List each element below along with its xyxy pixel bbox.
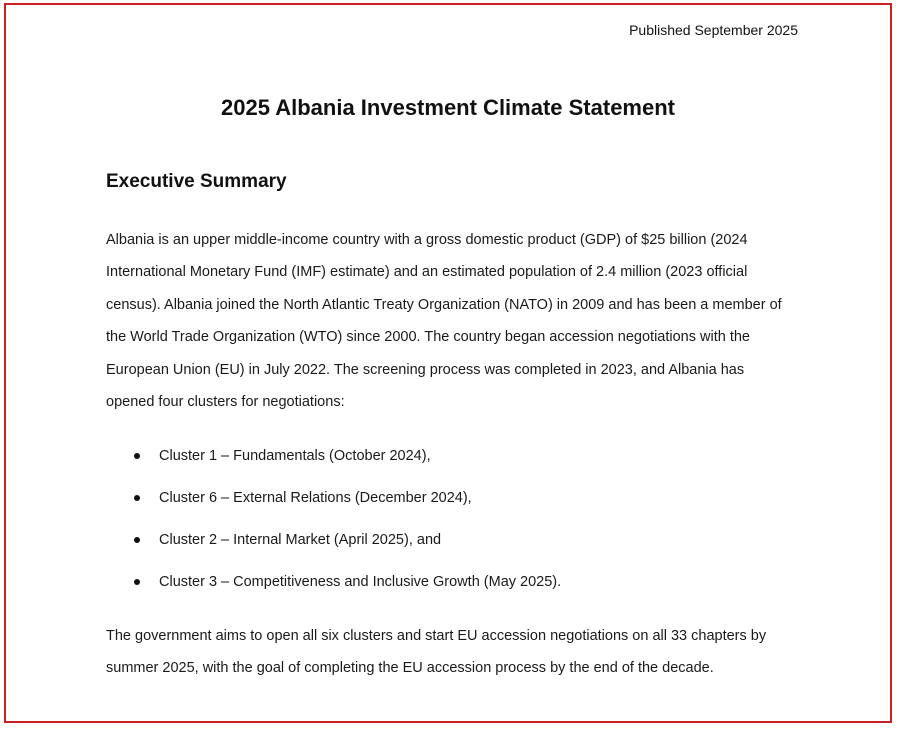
list-item bbox=[106, 477, 796, 519]
summary-paragraph-intro: Albania is an upper middle-income country with a gross domestic product (GDP) of $25 billion (2024 International Monetary Fund (IMF) estimate) and an estimated population of 2.4 million (2023 official census). Albania joined the North Atlantic Treaty Organization (NATO) in 2009 and has been a member of the World Trade Organization (WTO) since 2000. The country began accession negotiations with the European Union (EU) in July 2022. The screening process was completed in 2023, and Albania has opened four clusters for negotiations: bbox=[106, 232, 782, 411]
document-title: 2025 Albania Investment Climate Statement bbox=[220, 95, 675, 120]
cluster-list bbox=[106, 435, 796, 603]
bullet-icon bbox=[134, 453, 140, 459]
bullet-icon bbox=[134, 537, 140, 543]
list-item bbox=[106, 435, 796, 477]
list-item bbox=[106, 519, 796, 561]
cluster-item-label: Cluster 3 – Competitiveness and Inclusive Growth (May 2025). bbox=[159, 574, 562, 590]
cluster-item-label: Cluster 2 – Internal Market (April 2025), and bbox=[159, 532, 442, 548]
bullet-icon bbox=[134, 579, 140, 585]
published-date: Published September 2025 bbox=[629, 22, 798, 38]
section-heading-executive-summary: Executive Summary bbox=[106, 171, 287, 192]
summary-paragraph-goals: The government aims to open all six clusters and start EU accession negotiations on all 33 chapters by summer 2025, with the goal of completing the EU accession process by the end of the decade. bbox=[106, 628, 767, 677]
cluster-item-label: Cluster 6 – External Relations (December 2024), bbox=[159, 490, 472, 506]
cluster-item-label: Cluster 1 – Fundamentals (October 2024), bbox=[159, 448, 431, 464]
document-frame bbox=[4, 3, 892, 723]
bullet-icon bbox=[134, 495, 140, 501]
list-item bbox=[106, 561, 796, 603]
